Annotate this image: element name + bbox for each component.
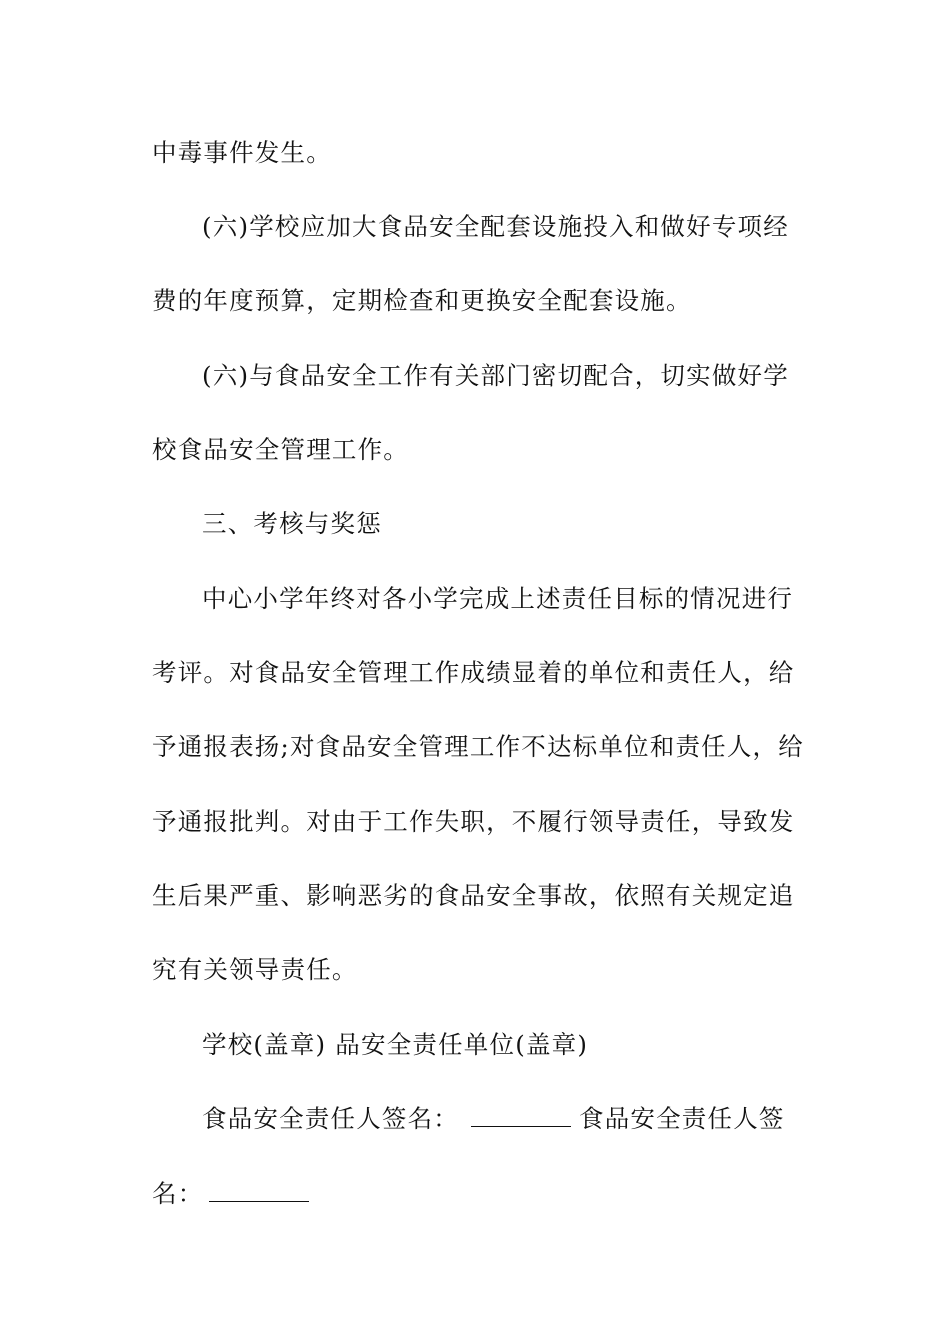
text-line-1: 中毒事件发生。 [152,138,332,167]
section-heading: 三、考核与奖惩 [202,509,382,538]
text-line-8: 考评。对食品安全管理工作成绩显着的单位和责任人，给 [152,658,795,687]
text-line-7: 中心小学年终对各小学完成上述责任目标的情况进行 [202,584,794,613]
text-line-12: 究有关领导责任。 [152,955,358,984]
text-line-9: 予通报表扬;对食品安全管理工作不达标单位和责任人，给 [152,732,804,761]
text-line-2: (六)学校应加大食品安全配套设施投入和做好专项经 [202,212,789,241]
text-line-5: 校食品安全管理工作。 [152,435,409,464]
text-line-4: (六)与食品安全工作有关部门密切配合，切实做好学 [202,361,789,390]
seal-line: 学校(盖章) 品安全责任单位(盖章) [202,1030,589,1059]
signature-label-c: 名： [152,1179,204,1208]
signature-line-continued [152,1179,309,1209]
signature-blank-a [471,1106,571,1127]
text-line-11: 生后果严重、影响恶劣的食品安全事故，依照有关规定追 [152,881,795,910]
signature-line [202,1104,785,1134]
signature-label-a: 食品安全责任人签名： [202,1104,459,1133]
text-line-3: 费的年度预算，定期检查和更换安全配套设施。 [152,286,692,315]
signature-blank-b [209,1181,309,1202]
text-line-10: 予通报批判。对由于工作失职，不履行领导责任，导致发 [152,807,795,836]
signature-label-b: 食品安全责任人签 [579,1104,785,1133]
